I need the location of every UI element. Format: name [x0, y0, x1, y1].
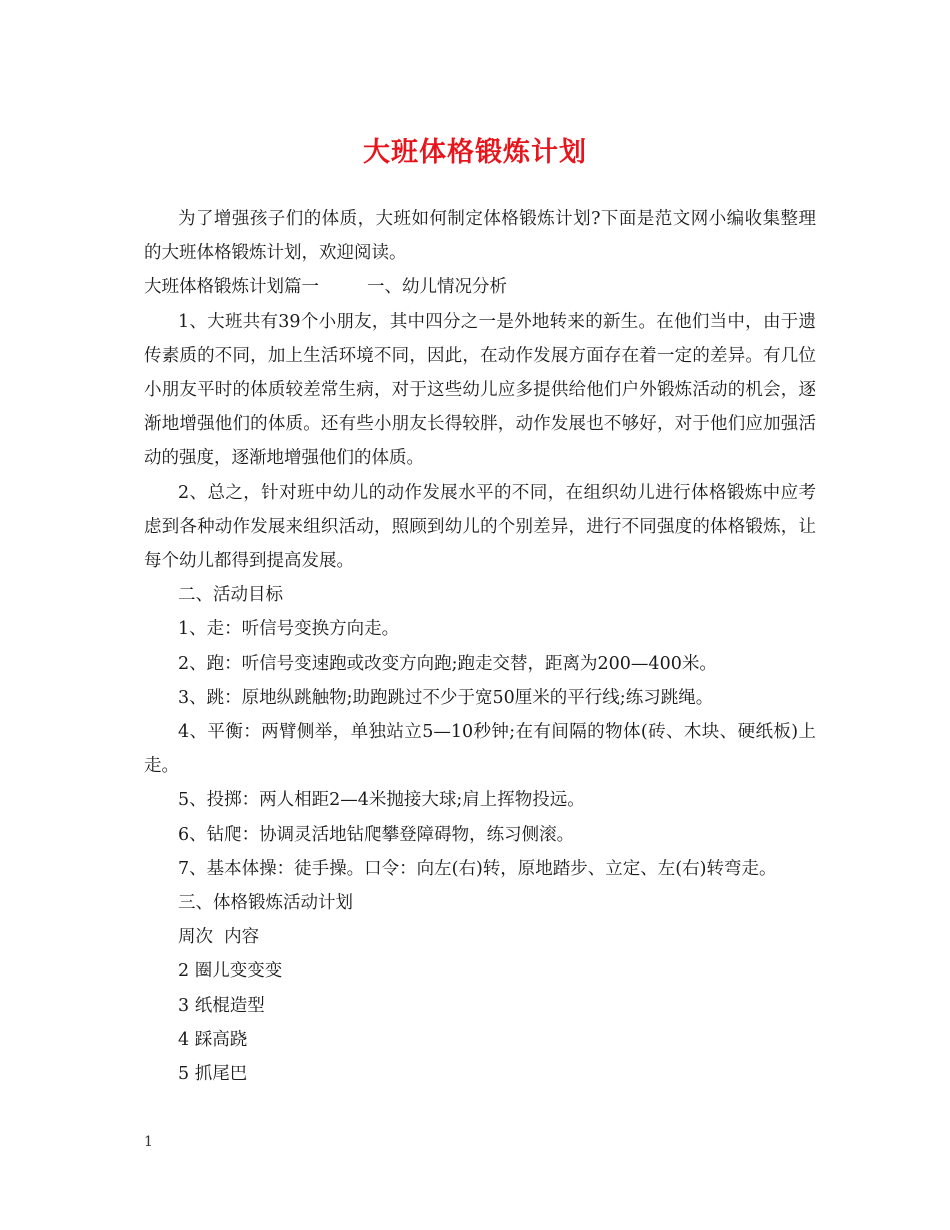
analysis-paragraph-1: 1、大班共有39个小朋友，其中四分之一是外地转来的新生。在他们当中，由于遗传素质的不同，加上生活环境不同，因此，在动作发展方面存在着一定的差异。有几位小朋友平时的体质较差常生病，对于这些幼儿应多提供给他们户外锻炼活动的机会，逐渐地增强他们的体质。还有些小朋友长得较胖，动作发展也不够好，对于他们应加强活动的强度，逐渐地增强他们的体质。: [144, 311, 816, 469]
plan-row: 5 抓尾巴: [178, 1064, 248, 1085]
part-label: 大班体格锻炼计划篇一: [144, 277, 319, 298]
section-heading-line: [144, 270, 816, 304]
plan-row: 2 圈儿变变变: [178, 961, 283, 982]
page-number: 1: [144, 1134, 153, 1150]
plan-row: 4 踩高跷: [178, 1029, 248, 1050]
goal-item: 7、基本体操：徒手操。口令：向左(右)转，原地踏步、立定、左(右)转弯走。: [178, 858, 777, 879]
document-title: 大班体格锻炼计划: [363, 137, 587, 168]
analysis-heading: 一、幼儿情况分析: [367, 277, 507, 298]
goal-item: 1、走：听信号变换方向走。: [178, 619, 400, 640]
document-body: [144, 202, 816, 1091]
goal-item: 2、跑：听信号变速跑或改变方向跑;跑走交替，距离为200—400米。: [178, 653, 717, 674]
goals-heading: 二、活动目标: [178, 585, 283, 606]
goal-item: 6、钻爬：协调灵活地钻爬攀登障碍物，练习侧滚。: [178, 824, 575, 845]
plan-row: 3 纸棍造型: [178, 995, 265, 1016]
goal-item: 4、平衡：两臂侧举，单独站立5—10秒钟;在有间隔的物体(砖、木块、硬纸板)上走。: [144, 722, 816, 777]
goal-item: 3、跳：原地纵跳触物;助跑跳过不少于宽50厘米的平行线;练习跳绳。: [178, 687, 714, 708]
plan-heading: 三、体格锻炼活动计划: [178, 893, 353, 914]
intro-paragraph: 为了增强孩子们的体质，大班如何制定体格锻炼计划?下面是范文网小编收集整理的大班体格锻炼计划，欢迎阅读。: [144, 209, 816, 264]
goal-item: 5、投掷：两人相距2—4米抛接大球;肩上挥物投远。: [178, 790, 585, 811]
plan-table-header: 周次 内容: [178, 927, 260, 948]
analysis-paragraph-2: 2、总之，针对班中幼儿的动作发展水平的不同，在组织幼儿进行体格锻炼中应考虑到各种动作发展来组织活动，照顾到幼儿的个别差异，进行不同强度的体格锻炼，让每个幼儿都得到提高发展。: [144, 482, 816, 572]
